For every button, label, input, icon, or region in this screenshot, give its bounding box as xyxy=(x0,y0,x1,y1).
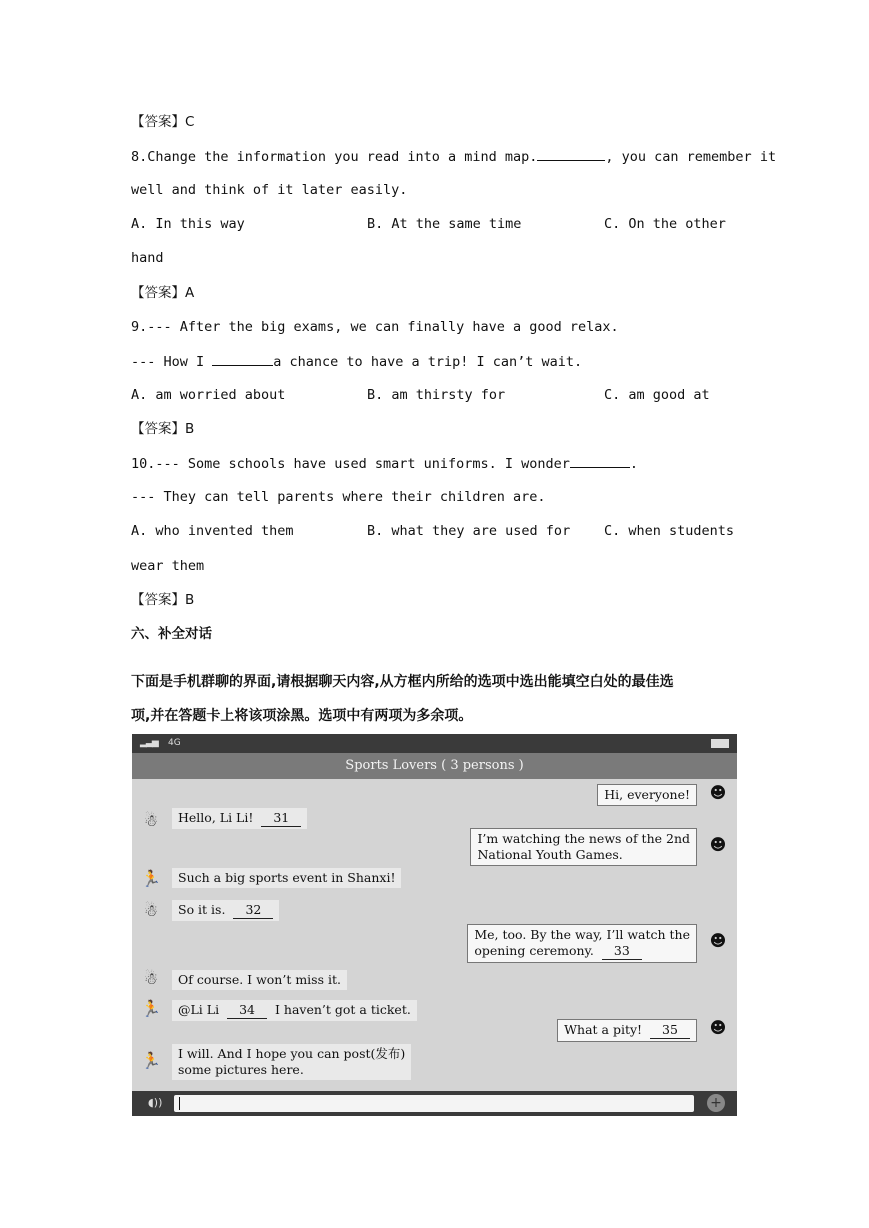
snowman-avatar-icon: ☃ xyxy=(143,969,159,988)
girl-avatar-icon: ☻ xyxy=(709,1018,727,1037)
q10-stem-part2: . xyxy=(629,456,639,472)
runner-avatar-icon: 🏃 xyxy=(141,999,161,1018)
blank-33: 33 xyxy=(602,943,642,960)
voice-icon[interactable]: ◖)) xyxy=(148,1096,163,1109)
battery-icon xyxy=(711,739,729,748)
q9-stem-part1: --- How I xyxy=(131,354,213,370)
q9-stem-line2 xyxy=(131,352,582,371)
chat-input-bar xyxy=(132,1091,737,1116)
girl-avatar-icon: ☻ xyxy=(709,835,727,854)
q10-stem-line2: --- They can tell parents where their children are. xyxy=(131,489,546,505)
chat-title: Sports Lovers ( 3 persons ) xyxy=(132,753,737,779)
q10-option-a: A. who invented them xyxy=(131,523,294,539)
chat-message-2 xyxy=(172,808,307,829)
girl-avatar-icon: ☻ xyxy=(709,931,727,950)
runner-avatar-icon: 🏃 xyxy=(141,1051,161,1070)
q8-option-a: A. In this way xyxy=(131,216,245,232)
chat-message-9-text: What a pity! xyxy=(564,1022,650,1037)
network-label: 4G xyxy=(168,738,181,748)
q9-option-a: A. am worried about xyxy=(131,387,286,403)
q8-option-c-cont: hand xyxy=(131,250,164,266)
chat-message-10: I will. And I hope you can post(发布) some pictures here. xyxy=(172,1044,411,1080)
chat-input-field[interactable] xyxy=(174,1095,694,1112)
status-bar xyxy=(132,734,737,753)
q10-stem-line1 xyxy=(131,454,638,473)
chat-message-4: Such a big sports event in Shanxi! xyxy=(172,868,401,888)
chat-screenshot xyxy=(132,734,737,1116)
chat-message-8-text1: @Li Li xyxy=(178,1002,228,1017)
chat-message-6-text: Me, too. By the way, I’ll watch the opening ceremony. xyxy=(474,927,690,958)
q9-stem-line1: 9.--- After the big exams, we can finally have a good relax. xyxy=(131,319,619,335)
q9-stem-part2: a chance to have a trip! I can’t wait. xyxy=(273,354,583,370)
q8-blank xyxy=(537,147,605,161)
section-heading: 六、补全对话 xyxy=(131,626,212,642)
snowman-avatar-icon: ☃ xyxy=(143,811,159,830)
q8-stem-line1 xyxy=(131,147,776,166)
blank-35: 35 xyxy=(650,1022,690,1039)
add-icon[interactable]: + xyxy=(707,1094,725,1112)
signal-icon: ▂▃▅ xyxy=(140,738,158,748)
chat-message-5-text: So it is. xyxy=(178,902,234,917)
chat-message-3: I’m watching the news of the 2nd National Youth Games. xyxy=(470,828,697,866)
q10-option-c: C. when students xyxy=(604,523,735,539)
q10-answer: 【答案】B xyxy=(131,592,195,608)
q10-option-b: B. what they are used for xyxy=(367,523,571,539)
chat-message-7: Of course. I won’t miss it. xyxy=(172,970,347,990)
q8-stem-part1: 8.Change the information you read into a mind map. xyxy=(131,149,538,165)
q9-option-b: B. am thirsty for xyxy=(367,387,506,403)
chat-message-1: Hi, everyone! xyxy=(597,784,697,806)
blank-32: 32 xyxy=(233,902,273,919)
chat-message-8 xyxy=(172,1000,417,1021)
q10-stem-part1: 10.--- Some schools have used smart uniforms. I wonder xyxy=(131,456,570,472)
chat-message-2-text: Hello, Li Li! xyxy=(178,810,262,825)
q7-answer: 【答案】C xyxy=(131,114,195,130)
q8-option-b: B. At the same time xyxy=(367,216,522,232)
section-instruction-line2: 项,并在答题卡上将该项涂黑。选项中有两项为多余项。 xyxy=(131,708,473,724)
chat-message-8-text2: I haven’t got a ticket. xyxy=(267,1002,411,1017)
q9-option-c: C. am good at xyxy=(604,387,710,403)
q10-option-c-cont: wear them xyxy=(131,558,205,574)
q8-answer: 【答案】A xyxy=(131,285,195,301)
q8-stem-line2: well and think of it later easily. xyxy=(131,182,408,198)
runner-avatar-icon: 🏃 xyxy=(141,869,161,888)
q8-option-c: C. On the other xyxy=(604,216,726,232)
text-cursor xyxy=(179,1097,180,1110)
chat-message-6 xyxy=(467,924,697,963)
snowman-avatar-icon: ☃ xyxy=(143,901,159,920)
q9-blank xyxy=(212,352,273,366)
girl-avatar-icon: ☻ xyxy=(709,783,727,802)
q10-blank xyxy=(570,454,630,468)
blank-34: 34 xyxy=(227,1002,267,1019)
chat-message-5 xyxy=(172,900,279,921)
q8-stem-part2: , you can remember it xyxy=(605,149,777,165)
blank-31: 31 xyxy=(261,810,301,827)
section-instruction-line1: 下面是手机群聊的界面,请根据聊天内容,从方框内所给的选项中选出能填空白处的最佳选 xyxy=(131,674,674,690)
q9-answer: 【答案】B xyxy=(131,421,195,437)
chat-message-9 xyxy=(557,1019,697,1042)
